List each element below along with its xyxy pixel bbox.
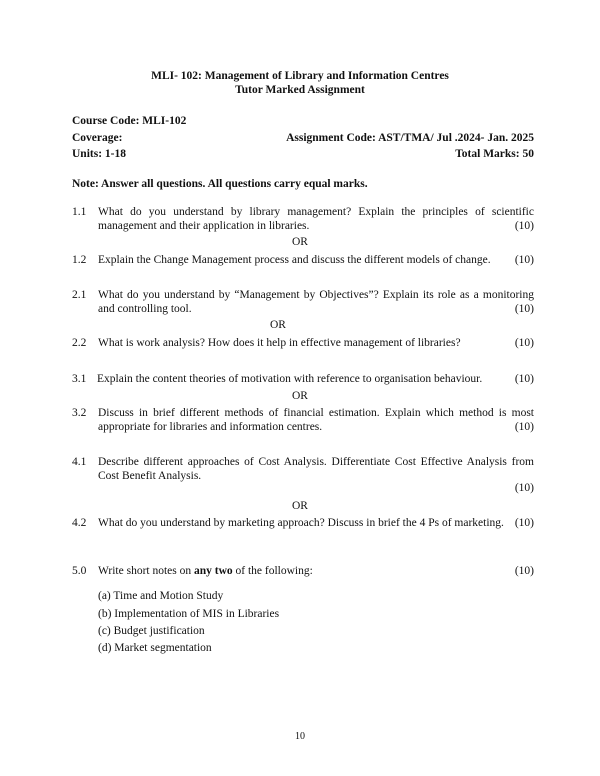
question-text: What do you understand by “Management by Objectives”? Explain its role as a monitoring and controlling tool.	[98, 289, 534, 315]
question-text	[98, 564, 534, 578]
or-separator: OR	[270, 319, 286, 331]
question-number: 3.2	[72, 407, 87, 419]
question-text: Discuss in brief different methods of financial estimation. Explain which method is most appropriate for libraries and information centres.	[98, 407, 534, 433]
question-marks: (10)	[514, 421, 534, 433]
assignment-code: Assignment Code: AST/TMA/ Jul .2024- Jan. 2025	[286, 132, 534, 144]
question-text: Explain the Change Management process and discuss the different models of change.	[98, 254, 491, 266]
question-text: What do you understand by library management? Explain the principles of scientific management and their application in libraries.	[98, 206, 534, 232]
option-item: (a) Time and Motion Study	[98, 590, 224, 602]
question-text-emphasis: any two	[194, 565, 233, 577]
question-number: 4.1	[72, 456, 87, 468]
option-item: (b) Implementation of MIS in Libraries	[98, 608, 280, 620]
question-marks: (10)	[514, 303, 534, 315]
instructions-note: Note: Answer all questions. All questions carry equal marks.	[72, 178, 368, 190]
page-number: 10	[295, 731, 305, 742]
question-marks: (10)	[514, 337, 534, 349]
question-marks: (10)	[514, 220, 534, 232]
question-text: What do you understand by marketing approach? Discuss in brief the 4 Ps of marketing.	[98, 517, 504, 529]
question-marks: (10)	[514, 482, 534, 494]
question-marks: (10)	[514, 254, 534, 266]
question-text-part: Write short notes on	[98, 565, 194, 577]
question-number: 2.1	[72, 289, 87, 301]
question-marks: (10)	[514, 517, 534, 529]
question-number: 2.2	[72, 337, 87, 349]
question-number: 1.1	[72, 206, 87, 218]
course-code: Course Code: MLI-102	[72, 115, 187, 127]
units-label: Units: 1-18	[72, 148, 126, 160]
question-text: Describe different approaches of Cost Analysis. Differentiate Cost Effective Analysis from Cost Benefit Analysis.	[98, 456, 534, 482]
option-item: (d) Market segmentation	[98, 642, 212, 654]
question-text: What is work analysis? How does it help in effective management of libraries?	[98, 337, 461, 349]
document-title: MLI- 102: Management of Library and Information Centres	[151, 70, 449, 82]
total-marks: Total Marks: 50	[455, 148, 534, 160]
question-text-part: of the following:	[232, 565, 313, 577]
or-separator: OR	[292, 236, 308, 248]
question-marks: (10)	[514, 373, 534, 385]
question-number: 1.2	[72, 254, 87, 266]
question-number: 4.2	[72, 517, 87, 529]
question-number: 5.0	[72, 565, 87, 577]
question-number: 3.1	[72, 373, 87, 385]
or-separator: OR	[292, 500, 308, 512]
or-separator: OR	[292, 390, 308, 402]
document-subtitle: Tutor Marked Assignment	[235, 84, 365, 96]
coverage-label: Coverage:	[72, 132, 123, 144]
question-marks: (10)	[514, 565, 534, 577]
question-text: Explain the content theories of motivation with reference to organisation behaviour.	[97, 373, 483, 385]
option-item: (c) Budget justification	[98, 625, 205, 637]
